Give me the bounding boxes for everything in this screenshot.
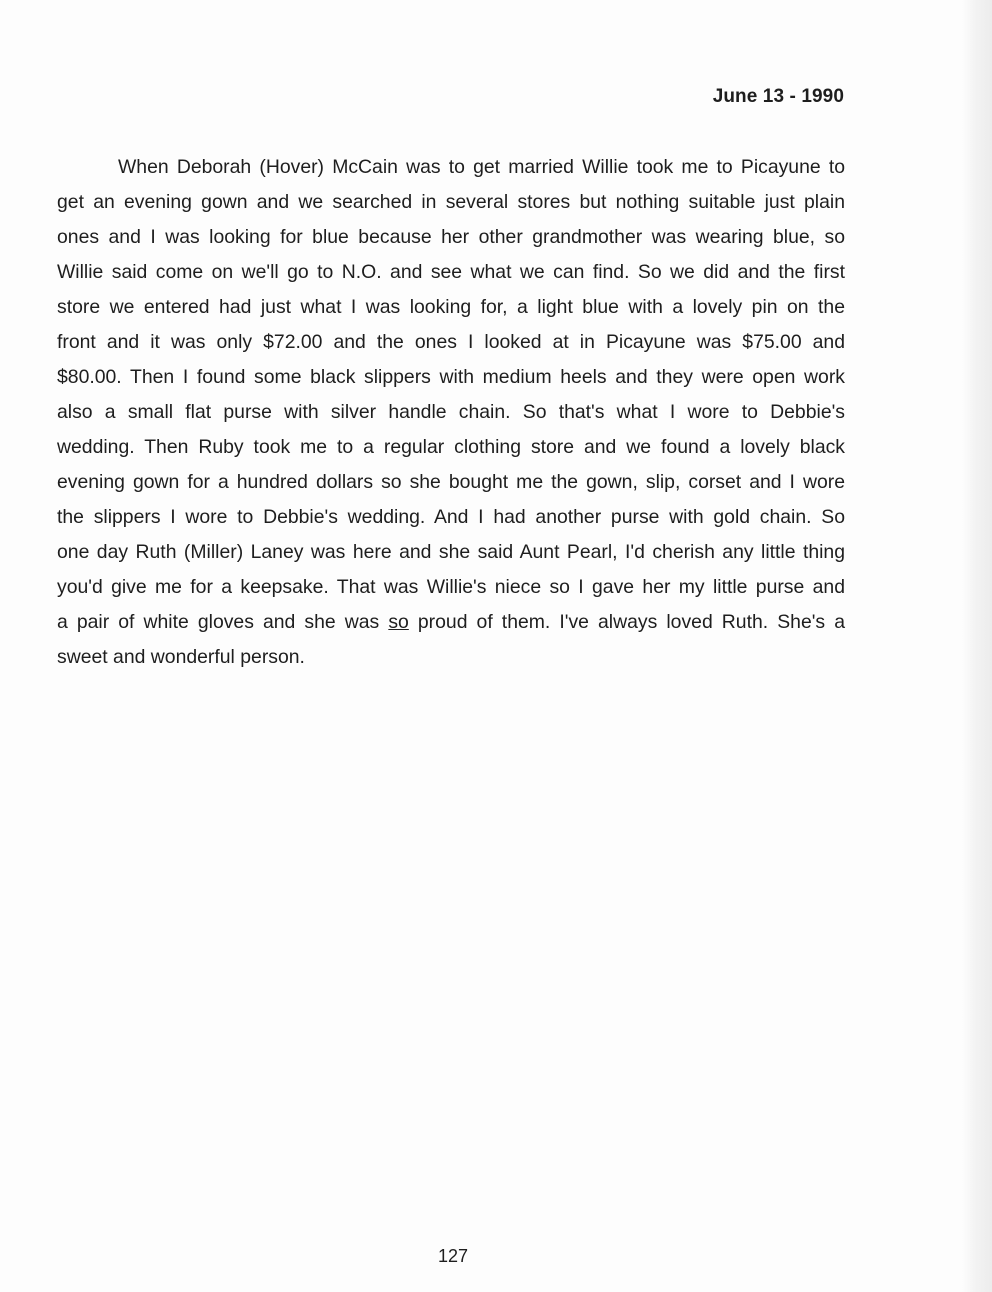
body-line: store we entered had just what I was looking for, a light blue with a lovely pin on the (57, 296, 845, 318)
line-segment: a pair of white gloves and she was (57, 611, 389, 633)
underlined-word: so (388, 611, 409, 633)
body-line: wedding. Then Ruby took me to a regular clothing store and we found a lovely black (57, 436, 845, 458)
body-line: get an evening gown and we searched in several stores but nothing suitable just plain (57, 191, 845, 213)
entry-body (57, 150, 845, 675)
page-number: 127 (438, 1246, 469, 1266)
body-line: one day Ruth (Miller) Laney was here and she said Aunt Pearl, I'd cherish any little thing (57, 541, 845, 563)
body-line: front and it was only $72.00 and the ones I looked at in Picayune was $75.00 and (57, 331, 845, 353)
entry-date: June 13 - 1990 (712, 86, 844, 107)
body-line: you'd give me for a keepsake. That was Willie's niece so I gave her my little purse and (57, 576, 845, 598)
body-line-last: sweet and wonderful person. (57, 646, 305, 668)
body-line: also a small flat purse with silver handle chain. So that's what I wore to Debbie's (57, 401, 845, 423)
body-line: When Deborah (Hover) McCain was to get married Willie took me to Picayune to (118, 156, 845, 178)
body-line: ones and I was looking for blue because her other grandmother was wearing blue, so (57, 226, 845, 248)
body-line: $80.00. Then I found some black slippers with medium heels and they were open work (57, 366, 845, 388)
body-line: evening gown for a hundred dollars so she bought me the gown, slip, corset and I wore (57, 471, 845, 493)
body-line-underlined (57, 605, 845, 640)
body-line: Willie said come on we'll go to N.O. and see what we can find. So we did and the first (57, 261, 845, 283)
body-line: the slippers I wore to Debbie's wedding. And I had another purse with gold chain. So (57, 506, 845, 528)
scan-edge-shadow (962, 0, 992, 1292)
line-segment: proud of them. I've always loved Ruth. She's a (408, 611, 845, 633)
